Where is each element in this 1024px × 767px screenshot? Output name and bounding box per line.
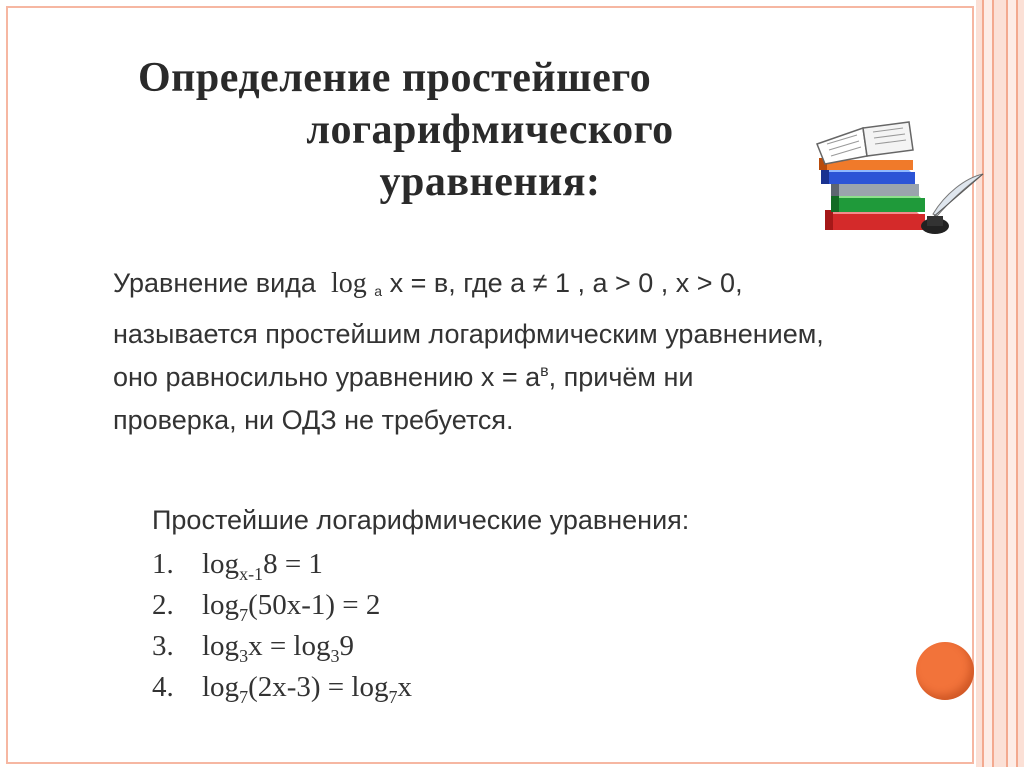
definition-line-4: проверка, ни ОДЗ не требуется. [113,405,514,435]
example-base: x-1 [239,564,264,584]
definition-line-3 [113,356,953,399]
examples-heading: Простейшие логарифмические уравнения: [152,505,690,535]
example-item-1 [152,544,852,585]
decorative-stripes [976,0,1024,767]
example-log: log [202,548,240,580]
example-item-3 [152,626,852,667]
definition-prefix: Уравнение вида [113,268,316,298]
definition-conditions: где а ≠ 1 , а > 0 , х > 0, [463,268,743,298]
example-base-2: 3 [330,646,340,666]
title-line-1: Определение простейшего [138,55,652,101]
example-rest: x = log [248,630,331,662]
log-symbol: log [330,268,367,299]
definition-equation: х = в, [389,268,456,298]
example-rest: (50x-1) = 2 [248,589,381,621]
example-number: 3. [152,630,174,662]
example-log: log [202,630,240,662]
definition-line-3-end: , причём ни [548,362,694,392]
example-rest: (2x-3) = log [248,671,389,703]
example-rest: 8 = 1 [263,548,323,580]
example-base-2: 7 [388,687,398,707]
example-number: 4. [152,671,174,703]
example-end: x [397,671,412,703]
examples-block [152,500,852,708]
power-superscript: в [540,363,549,380]
example-item-4 [152,667,852,708]
slide-title [100,52,840,208]
example-log: log [202,671,240,703]
example-log: log [202,589,240,621]
example-number: 2. [152,589,174,621]
definition-line-3-text: оно равносильно уравнению х = а [113,362,541,392]
definition-line-1 [113,262,953,313]
title-line-2: логарифмического [306,107,674,153]
log-base: а [374,283,383,299]
example-base: 3 [239,646,249,666]
orange-circle-decoration [916,642,974,700]
definition-line-2: называется простейшим логарифмическим уравнением, [113,319,824,349]
example-base: 7 [239,687,249,707]
books-and-quill-icon [805,118,990,238]
example-number: 1. [152,548,174,580]
example-item-2 [152,585,852,626]
title-line-3: уравнения: [379,159,601,205]
example-end: 9 [339,630,354,662]
definition-paragraph [113,262,953,442]
examples-list [152,544,852,708]
example-base: 7 [239,605,249,625]
